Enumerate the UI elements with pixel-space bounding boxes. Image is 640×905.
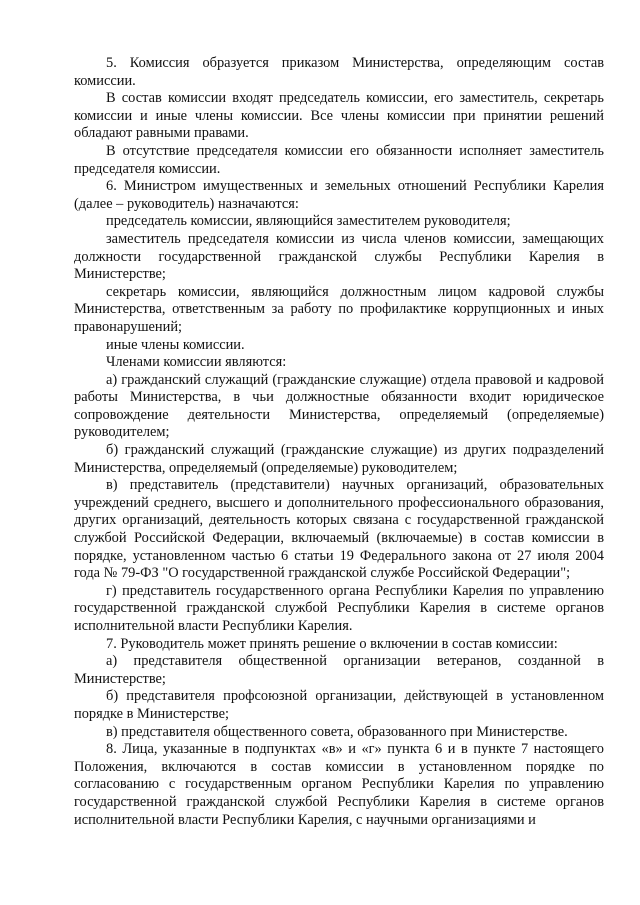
paragraph-7b-trade-union: б) представителя профсоюзной организации, действующей в установленном порядке в Министерстве; xyxy=(74,688,604,722)
paragraph-deputy-chairman: заместитель председателя комиссии из числа членов комиссии, замещающих должности государственной гражданской службы Республики Карелия в Министерстве; xyxy=(74,230,604,283)
paragraph-item-a-legal-department: а) гражданский служащий (гражданские служащие) отдела правовой и кадровой работы Министерства, в чьи должностные обязанности входит юридическое сопровождение деятельности Министерства, определяемый (определяемые) руководителем; xyxy=(74,371,604,441)
paragraph-item-g-state-body-representative: г) представитель государственного органа Республики Карелия по управлению государственной гражданской службой Республики Карелия в системе органов исполнительной власти Республики Карелия. xyxy=(74,582,604,634)
paragraph-8-persons-inclusion: 8. Лица, указанные в подпунктах «в» и «г» пункта 6 и в пункте 7 настоящего Положения, включаются в состав комиссии в установленном порядке по согласованию с государственным органом Республики Карелия по управлению государственной гражданской службой Республики Карелия в системе органов исполнительной власти Республики Карелия, с научными организациями и xyxy=(74,741,604,828)
paragraph-7a-veterans: а) представителя общественной организации ветеранов, созданной в Министерстве; xyxy=(74,653,604,687)
paragraph-chairman-absence: В отсутствие председателя комиссии его обязанности исполняет заместитель председателя комиссии. xyxy=(74,142,604,177)
paragraph-6-appointments: 6. Министром имущественных и земельных отношений Республики Карелия (далее – руководитель) назначаются: xyxy=(74,178,604,212)
paragraph-item-b-other-departments: б) гражданский служащий (гражданские служащие) из других подразделений Министерства, определяемый (определяемые) руководителем; xyxy=(74,442,604,476)
paragraph-members-intro: Членами комиссии являются: xyxy=(106,354,287,371)
paragraph-7-inclusion-decision: 7. Руководитель может принять решение о включении в состав комиссии: xyxy=(106,635,558,652)
paragraph-item-v-scientific-representatives: в) представитель (представители) научных организаций, образовательных учреждений среднего, высшего и дополнительного профессионального образования, других организаций, деятельность которых связана с государственной гражданской службой Российской Федерации, включаемый (включаемые) в состав комиссии в порядке, установленном частью 6 статьи 19 Федерального закона от 27 июля 2004 года № 79-ФЗ "О государственной гражданской службе Российской Федерации"; xyxy=(74,477,604,582)
paragraph-5-commission-formation: 5. Комиссия образуется приказом Министерства, определяющим состав комиссии. xyxy=(74,55,604,89)
document-page xyxy=(74,55,604,829)
paragraph-7v-public-council: в) представителя общественного совета, образованного при Министерстве. xyxy=(106,723,568,740)
paragraph-commission-composition: В состав комиссии входят председатель комиссии, его заместитель, секретарь комиссии и иные члены комиссии. Все члены комиссии при принятии решений обладают равными правами. xyxy=(74,90,604,142)
paragraph-other-members: иные члены комиссии. xyxy=(106,336,245,353)
paragraph-chairman: председатель комиссии, являющийся заместителем руководителя; xyxy=(106,213,511,230)
paragraph-secretary: секретарь комиссии, являющийся должностным лицом кадровой службы Министерства, ответственным за работу по профилактике коррупционных и иных правонарушений; xyxy=(74,283,604,335)
